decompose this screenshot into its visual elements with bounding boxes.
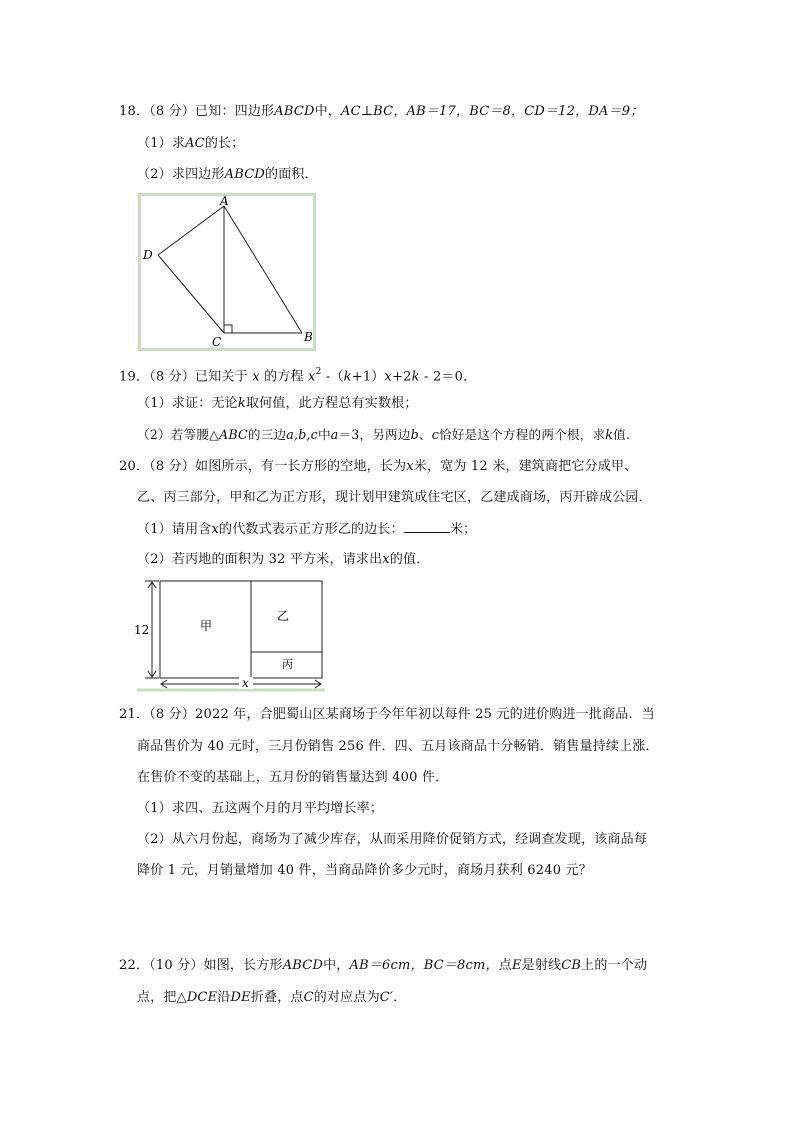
q20-line1: 20．（8 分）如图所示，有一长方形的空地，长为x米，宽为 12 米，建筑商把它分成甲、 (119, 459, 638, 474)
q18-sub2: （2）求四边形ABCD的面积． (137, 167, 318, 182)
answer-blank (404, 520, 450, 533)
label-D: D (143, 248, 153, 262)
q20-figure (133, 578, 327, 694)
q21-line2: 商品售价为 40 元时，三月份销售 256 件．四、五月该商品十分畅销．销售量持续上涨． (137, 739, 659, 754)
label-B: B (304, 330, 313, 344)
q21-line1: 21．（8 分）2022 年，合肥蜀山区某商场于今年年初以每件 25 元的进价购进一批商品．当 (119, 707, 655, 722)
q21-sub2a: （2）从六月份起，商场为了减少库存，从而采用降价促销方式，经调查发现，该商品每 (137, 832, 648, 847)
q18-figure (138, 193, 316, 351)
label-jia: 甲 (200, 619, 213, 633)
label-yi: 乙 (277, 609, 290, 623)
label-bing: 丙 (282, 658, 293, 671)
label-x: x (242, 676, 249, 690)
q20-sub1: （1）请用含x的代数式表示正方形乙的边长： 米； (137, 522, 477, 537)
label-12: 12 (134, 623, 150, 637)
figure-frame (140, 195, 315, 350)
q22-line1: 22．（10 分）如图，长方形ABCD中，AB＝6cm，BC＝8cm，点E是射线CB上的一个动 (119, 958, 648, 973)
outer-rect (160, 581, 322, 678)
edge-DC (158, 255, 224, 333)
q22-line2: 点，把△DCE沿DE折叠，点C的对应点为C′． (137, 990, 407, 1005)
q21-sub1: （1）求四、五这两个月的月平均增长率； (137, 801, 384, 816)
q18-heading: 18．（8 分）已知：四边形ABCD中，AC⊥BC，AB＝17，BC＝8，CD＝12，DA＝9； (119, 104, 644, 119)
edge-AB (224, 206, 302, 333)
label-C: C (212, 335, 222, 349)
q21-line3: 在售价不变的基础上，五月份的销售量达到 400 件． (137, 770, 449, 785)
q18-sub1: （1）求AC的长； (137, 136, 245, 151)
q19-sub1: （1）求证：无论k取何值，此方程总有实数根； (137, 396, 418, 411)
right-angle-mark (224, 325, 232, 333)
q21-sub2b: 降价 1 元，月销量增加 40 件，当商品降价多少元时，商场月获利 6240 元？ (137, 863, 592, 878)
q19-heading: 19．（8 分）已知关于 x 的方程 $x^2$ -（k+1）x+2k - 2＝0． (119, 367, 477, 385)
q20-sub2: （2）若丙地的面积为 32 平方米，请求出x的值． (137, 552, 430, 567)
edge-DA (158, 206, 224, 255)
label-A: A (220, 194, 229, 208)
q20-line2: 乙、丙三部分，甲和乙为正方形，现计划甲建筑成住宅区，乙建成商场，丙开辟成公园． (137, 490, 652, 505)
q19-sub2: （2）若等腰△ABC的三边a,b,c中a＝3，另两边b、c恰好是这个方程的两个根，求k值. (137, 427, 631, 442)
